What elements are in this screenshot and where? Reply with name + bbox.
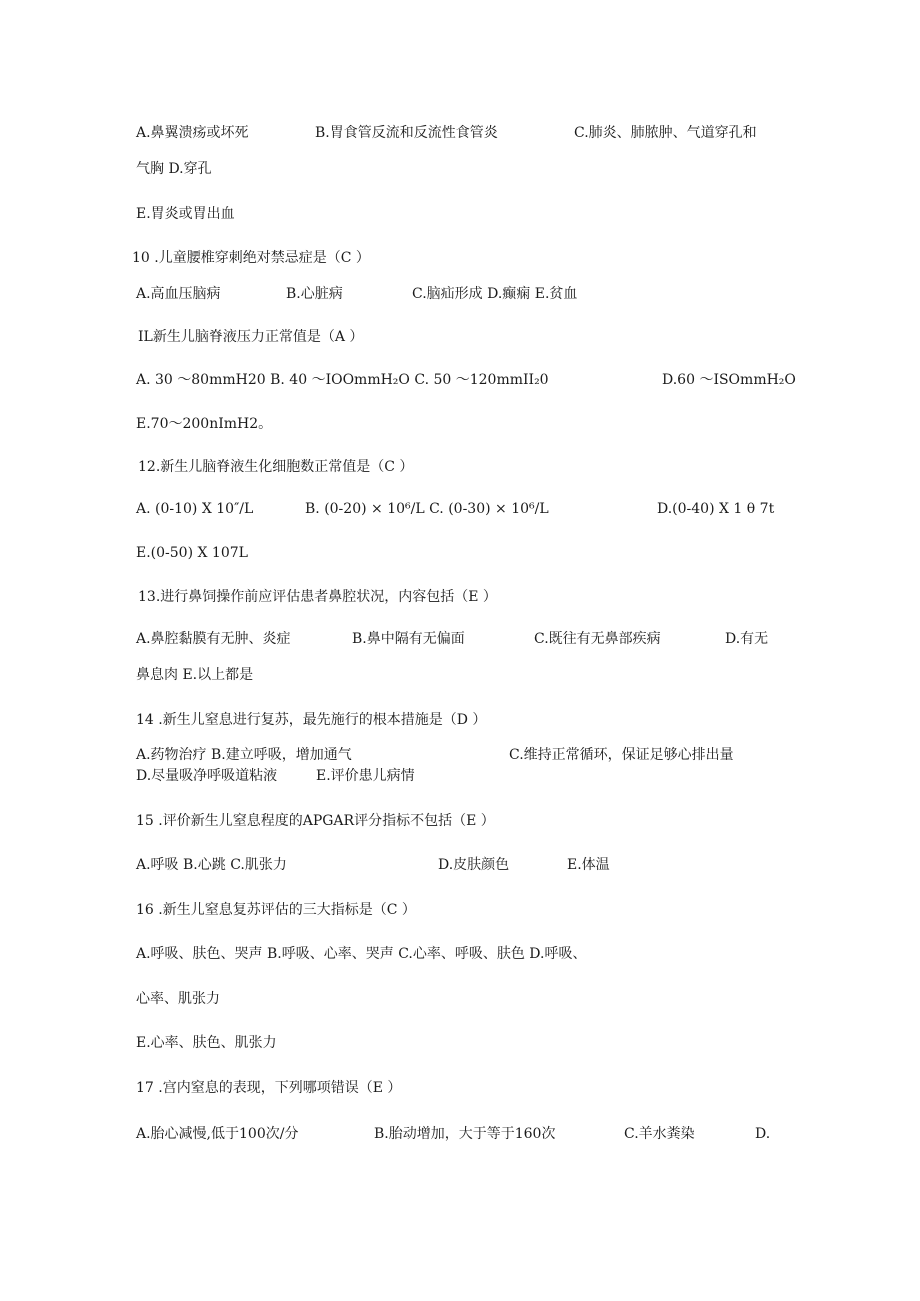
- text-segment: E.70～200nImH2。: [136, 416, 273, 432]
- text-segment: IL新生儿脑脊液压力正常值是（A ）: [138, 329, 364, 345]
- text-segment: 心率、肌张力: [136, 991, 220, 1007]
- text-segment: 气胸 D.穿孔: [136, 161, 212, 177]
- text-segment: 14 .新生儿窒息进行复苏，最先施行的根本措施是（D ）: [136, 712, 487, 728]
- text-segment: C.脑疝形成 D.癫痫 E.贫血: [412, 286, 578, 302]
- text-segment: C.维持正常循环，保证足够心排出量: [509, 747, 734, 763]
- text-segment: 16 .新生儿窒息复苏评估的三大指标是（C ）: [136, 902, 416, 918]
- text-segment: 10 .儿童腰椎穿刺绝对禁忌症是（C ）: [132, 250, 370, 266]
- text-segment: E.体温: [567, 857, 610, 873]
- text-segment: 17 .宫内窒息的表现，下列哪项错误（E ）: [136, 1080, 402, 1096]
- text-segment: E.评价患儿病情: [316, 768, 415, 784]
- text-segment: 15 .评价新生儿窒息程度的APGAR评分指标不包括（E ）: [136, 813, 495, 829]
- text-segment: E.(0-50) X 107L: [136, 545, 248, 561]
- text-segment: D.皮肤颜色: [438, 857, 510, 873]
- text-segment: A.呼吸、肤色、哭声 B.呼吸、心率、哭声 C.心率、呼吸、肤色 D.呼吸、: [136, 946, 587, 962]
- text-segment: E.心率、肤色、肌张力: [136, 1035, 277, 1051]
- text-segment: B.胃食管反流和反流性食管炎: [315, 125, 498, 141]
- text-segment: A.鼻翼溃疡或坏死: [136, 125, 249, 141]
- text-segment: A. (0-10) X 10″/L: [136, 501, 254, 517]
- text-segment: A.药物治疗 B.建立呼吸，增加通气: [136, 747, 352, 763]
- text-segment: A.呼吸 B.心跳 C.肌张力: [136, 857, 287, 873]
- text-segment: A. 30 ～80mmH20 B. 40 ～IOOmmH₂O C. 50 ～120mmII₂0: [136, 372, 549, 388]
- text-segment: B.胎动增加，大于等于160次: [374, 1126, 556, 1142]
- text-segment: B. (0-20) × 10⁶/L C. (0-30) × 10⁶/L: [305, 501, 549, 517]
- text-segment: 12.新生儿脑脊液生化细胞数正常值是（C ）: [138, 459, 414, 475]
- text-segment: D.: [755, 1126, 771, 1142]
- text-segment: 13.进行鼻饲操作前应评估患者鼻腔状况，内容包括（E ）: [138, 589, 497, 605]
- text-segment: A.胎心减慢,低于100次/分: [136, 1126, 299, 1142]
- text-segment: C.羊水粪染: [624, 1126, 695, 1142]
- text-segment: C.肺炎、肺脓肿、气道穿孔和: [574, 125, 757, 141]
- text-segment: D.有无: [725, 631, 769, 647]
- text-segment: 鼻息肉 E.以上都是: [136, 667, 254, 683]
- text-segment: D.(0-40) X 1 θ 7t: [657, 501, 775, 517]
- text-segment: A.鼻腔黏膜有无肿、炎症: [136, 631, 291, 647]
- text-segment: D.60 ～ISOmmH₂O: [662, 372, 796, 388]
- text-segment: B.心脏病: [286, 286, 343, 302]
- text-segment: C.既往有无鼻部疾病: [534, 631, 661, 647]
- text-segment: A.高血压脑病: [136, 286, 221, 302]
- text-segment: B.鼻中隔有无偏面: [352, 631, 465, 647]
- text-segment: E.胃炎或胃出血: [136, 206, 235, 222]
- text-segment: D.尽量吸净呼吸道粘液: [136, 768, 278, 784]
